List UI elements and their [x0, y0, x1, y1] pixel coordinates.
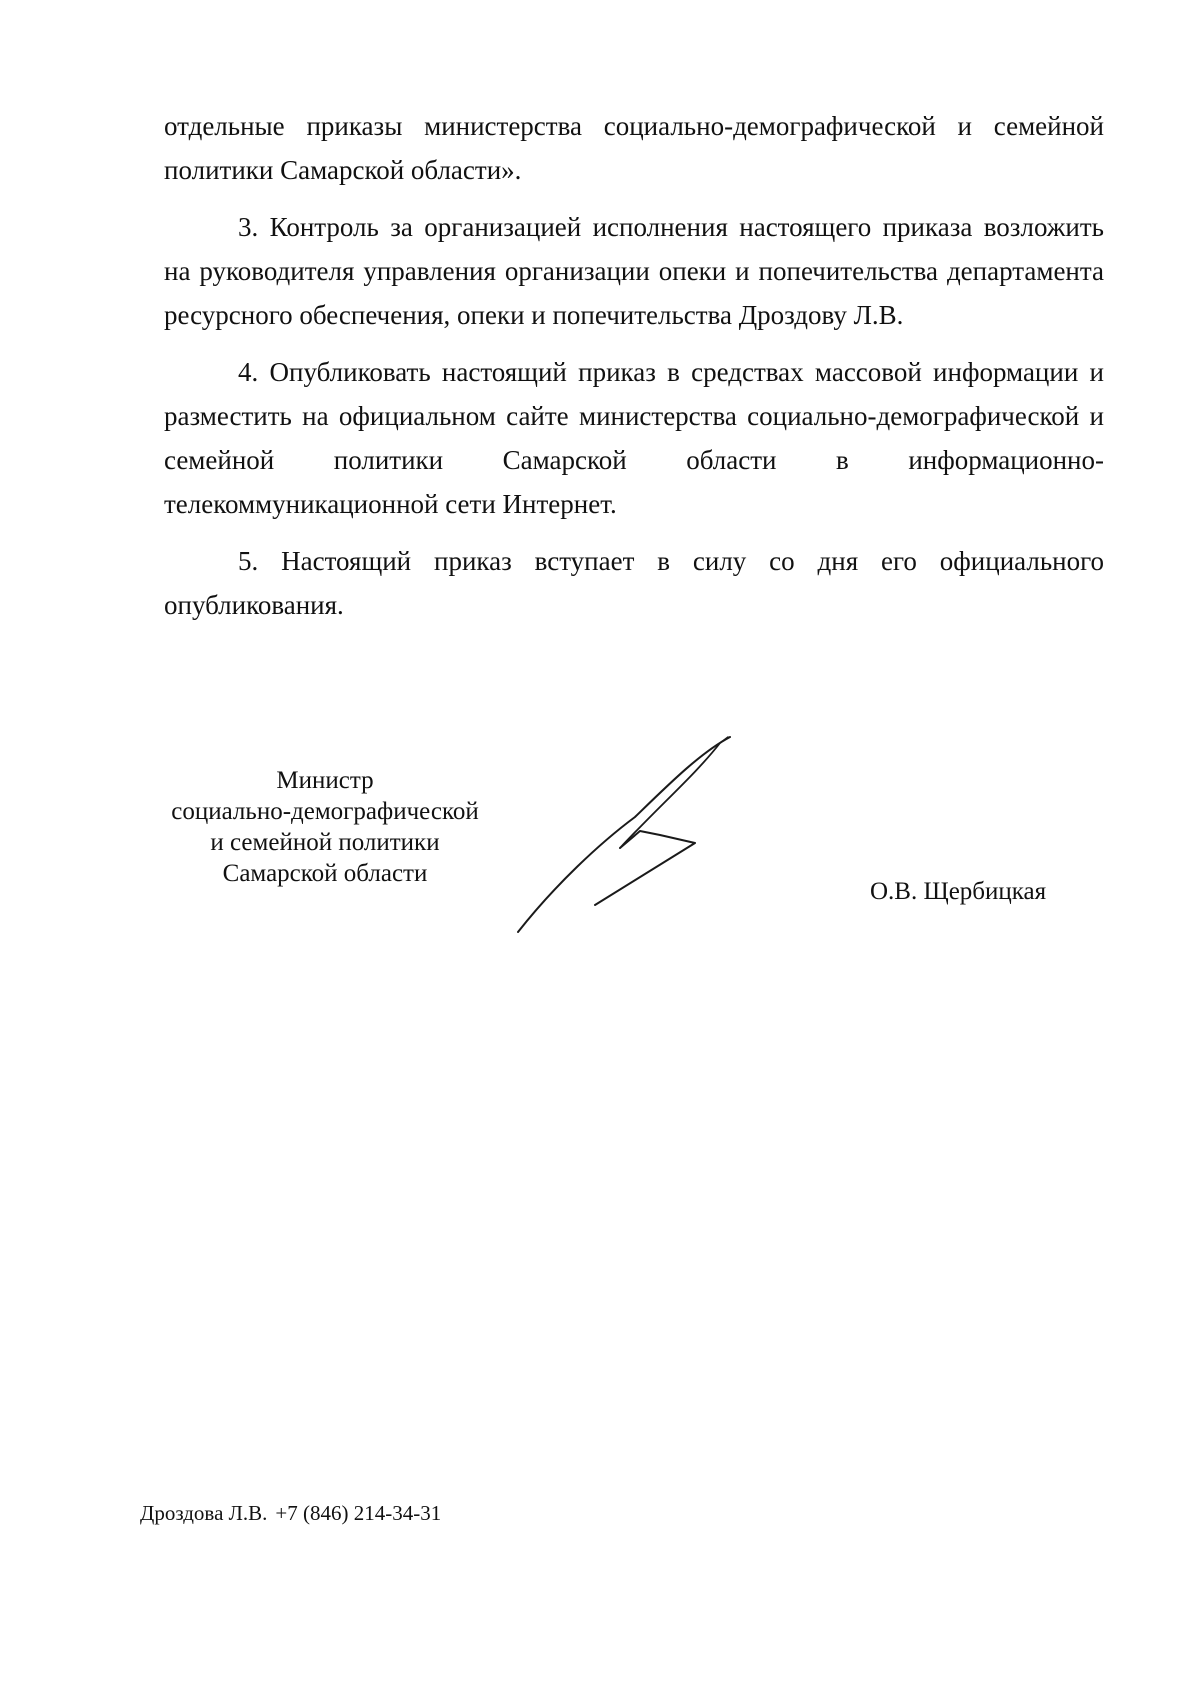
signer-title-line: Министр — [276, 767, 374, 794]
paragraph-item-4: 4. Опубликовать настоящий приказ в средствах массовой информации и разместить на официальном сайте министерства социально-демографической и семейной политики Самарской области в информационно-телекоммуникационной сети Интернет. — [164, 357, 1104, 519]
paragraph-item-3: 3. Контроль за организацией исполнения настоящего приказа возложить на руководителя управления организации опеки и попечительства департамента ресурсного обеспечения, опеки и попечительства Дроздову Л.В. — [164, 212, 1104, 330]
signer-title-block — [150, 765, 500, 889]
handwritten-signature — [500, 735, 780, 940]
executor-phone: +7 (846) 214-34-31 — [275, 1501, 442, 1525]
document-body — [164, 104, 1104, 640]
paragraph-continuation: отдельные приказы министерства социально-демографической и семейной политики Самарской области». — [164, 111, 1104, 185]
paragraph-item-5: 5. Настоящий приказ вступает в силу со дня его официального опубликования. — [164, 546, 1104, 620]
signer-title-line: Самарской области — [222, 860, 428, 887]
signer-title-line: и семейной политики — [210, 829, 440, 856]
executor-name: Дроздова Л.В. — [140, 1501, 268, 1525]
executor-contact — [140, 1500, 441, 1526]
signer-title-line: социально-демографической — [171, 798, 479, 825]
signer-name: О.В. Щербицкая — [870, 878, 1047, 905]
